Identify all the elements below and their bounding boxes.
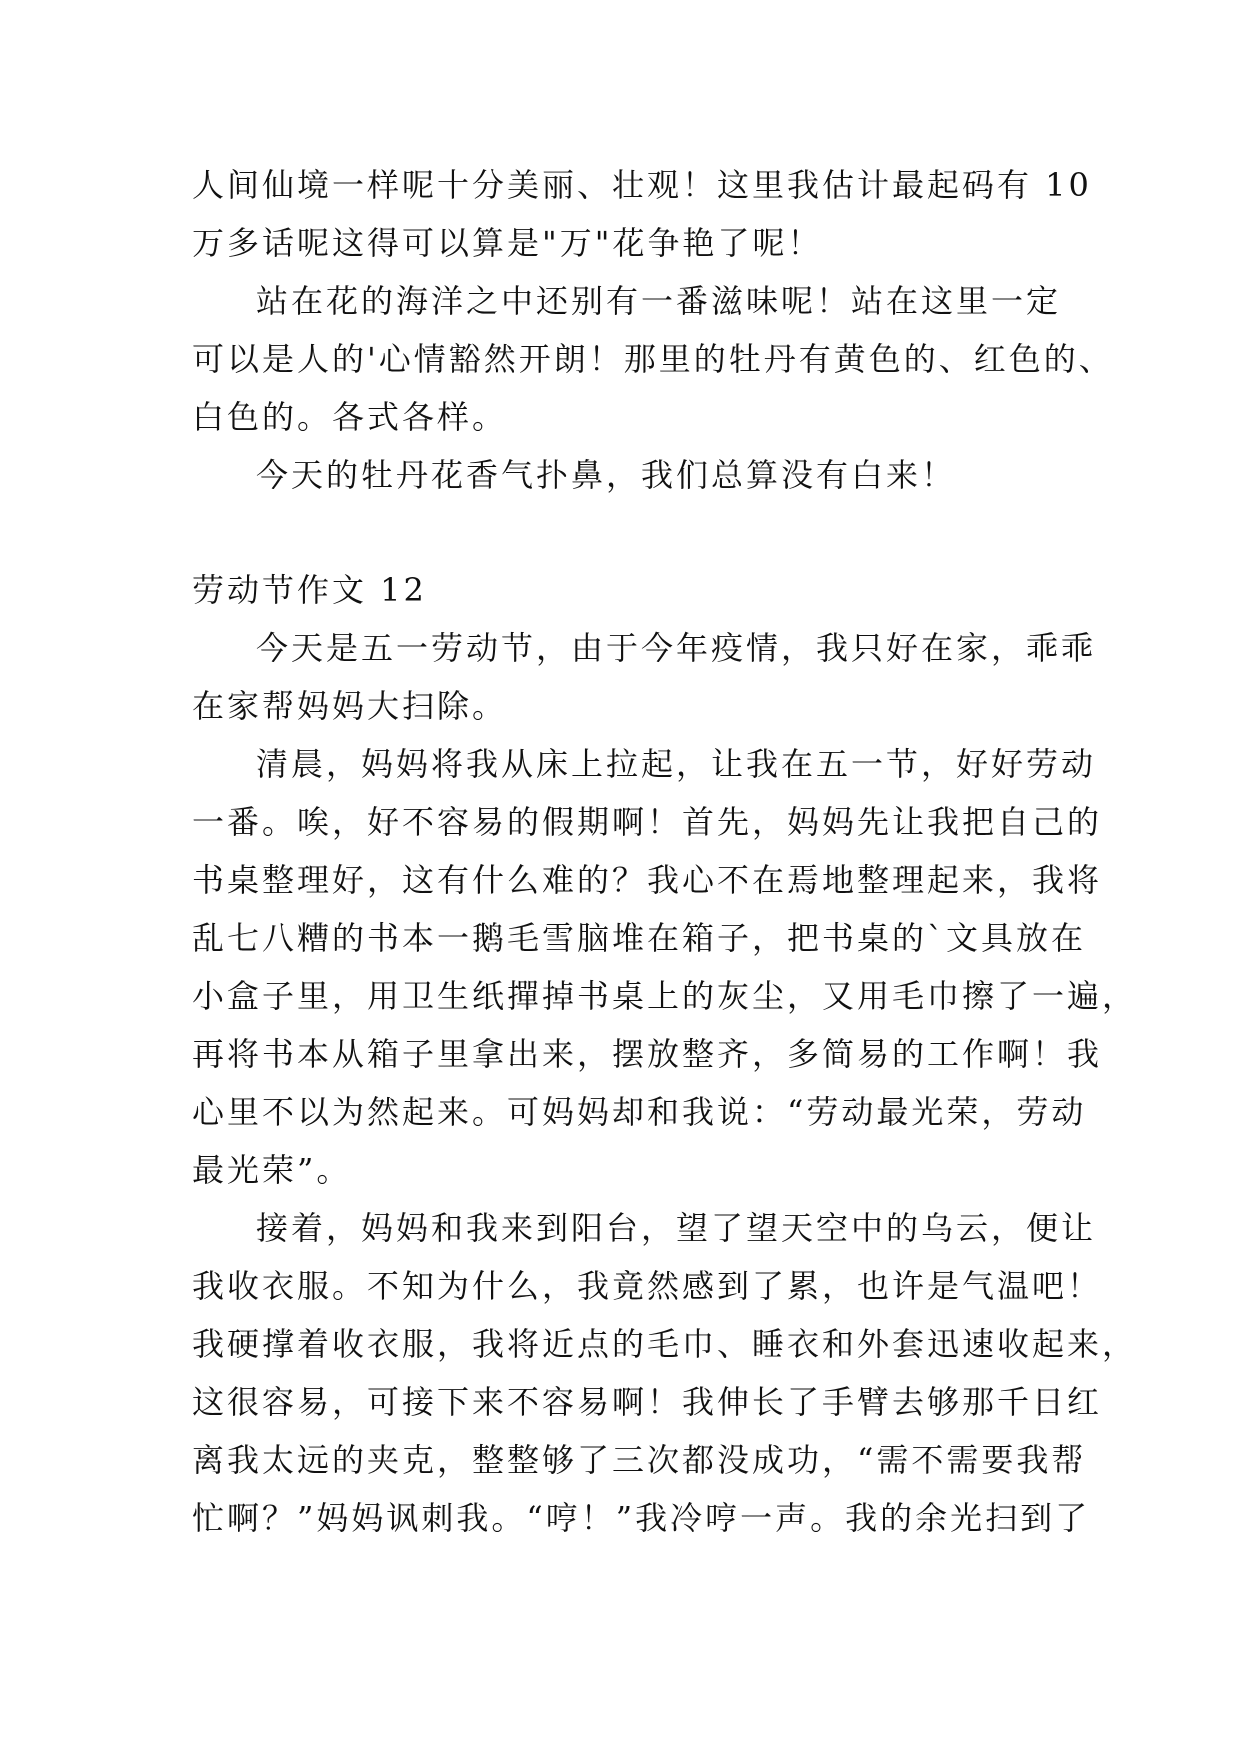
paragraph-line: 清晨，妈妈将我从床上拉起，让我在五一节，好好劳动 <box>256 745 1097 783</box>
paragraph-line: 小盒子里，用卫生纸撣掉书桌上的灰尘，又用毛巾擦了一遍， <box>192 977 1138 1015</box>
paragraph-line: 今天是五一劳动节，由于今年疫情，我只好在家，乖乖 <box>256 629 1097 667</box>
paragraph-line: 人间仙境一样呢十分美丽、壮观！这里我估计最起码有 10 <box>192 166 1092 204</box>
paragraph-line: 我收衣服。不知为什么，我竟然感到了累，也许是气温吧！ <box>192 1267 1103 1305</box>
paragraph-line: 一番。唉，好不容易的假期啊！首先，妈妈先让我把自己的 <box>192 803 1103 841</box>
paragraph-line: 书桌整理好，这有什么难的？我心不在焉地整理起来，我将 <box>192 861 1103 899</box>
paragraph-line: 站在花的海洋之中还别有一番滋味呢！站在这里一定 <box>256 282 1062 320</box>
paragraph-line: 万多话呢这得可以算是"万"花争艳了呢！ <box>192 224 823 262</box>
paragraph-line: 接着，妈妈和我来到阳台，望了望天空中的乌云，便让 <box>256 1209 1097 1247</box>
paragraph-line: 离我太远的夹克，整整够了三次都没成功，“需不需要我帮 <box>192 1441 1087 1479</box>
paragraph-line: 心里不以为然起来。可妈妈却和我说：“劳动最光荣，劳动 <box>192 1093 1087 1131</box>
paragraph-line: 再将书本从箱子里拿出来，摆放整齐，多简易的工作啊！我 <box>192 1035 1103 1073</box>
paragraph-line: 可以是人的'心情豁然开朗！那里的牡丹有黄色的、红色的、 <box>192 340 1114 378</box>
paragraph-line: 在家帮妈妈大扫除。 <box>192 687 508 725</box>
paragraph-line: 乱七八糟的书本一鹅毛雪脑堆在箱子，把书桌的`文具放在 <box>192 919 1087 957</box>
section-title: 劳动节作文 12 <box>192 571 427 609</box>
paragraph-line: 我硬撑着收衣服，我将近点的毛巾、睡衣和外套迅速收起来， <box>192 1325 1138 1363</box>
paragraph-line: 这很容易，可接下来不容易啊！我伸长了手臂去够那千日红 <box>192 1383 1103 1421</box>
paragraph-line: 最光荣”。 <box>192 1151 352 1189</box>
paragraph-line: 白色的。各式各样。 <box>192 398 508 436</box>
paragraph-line: 今天的牡丹花香气扑鼻，我们总算没有白来！ <box>256 456 957 494</box>
paragraph-line: 忙啊？”妈妈讽刺我。“哼！”我冷哼一声。我的余光扫到了 <box>192 1499 1091 1537</box>
